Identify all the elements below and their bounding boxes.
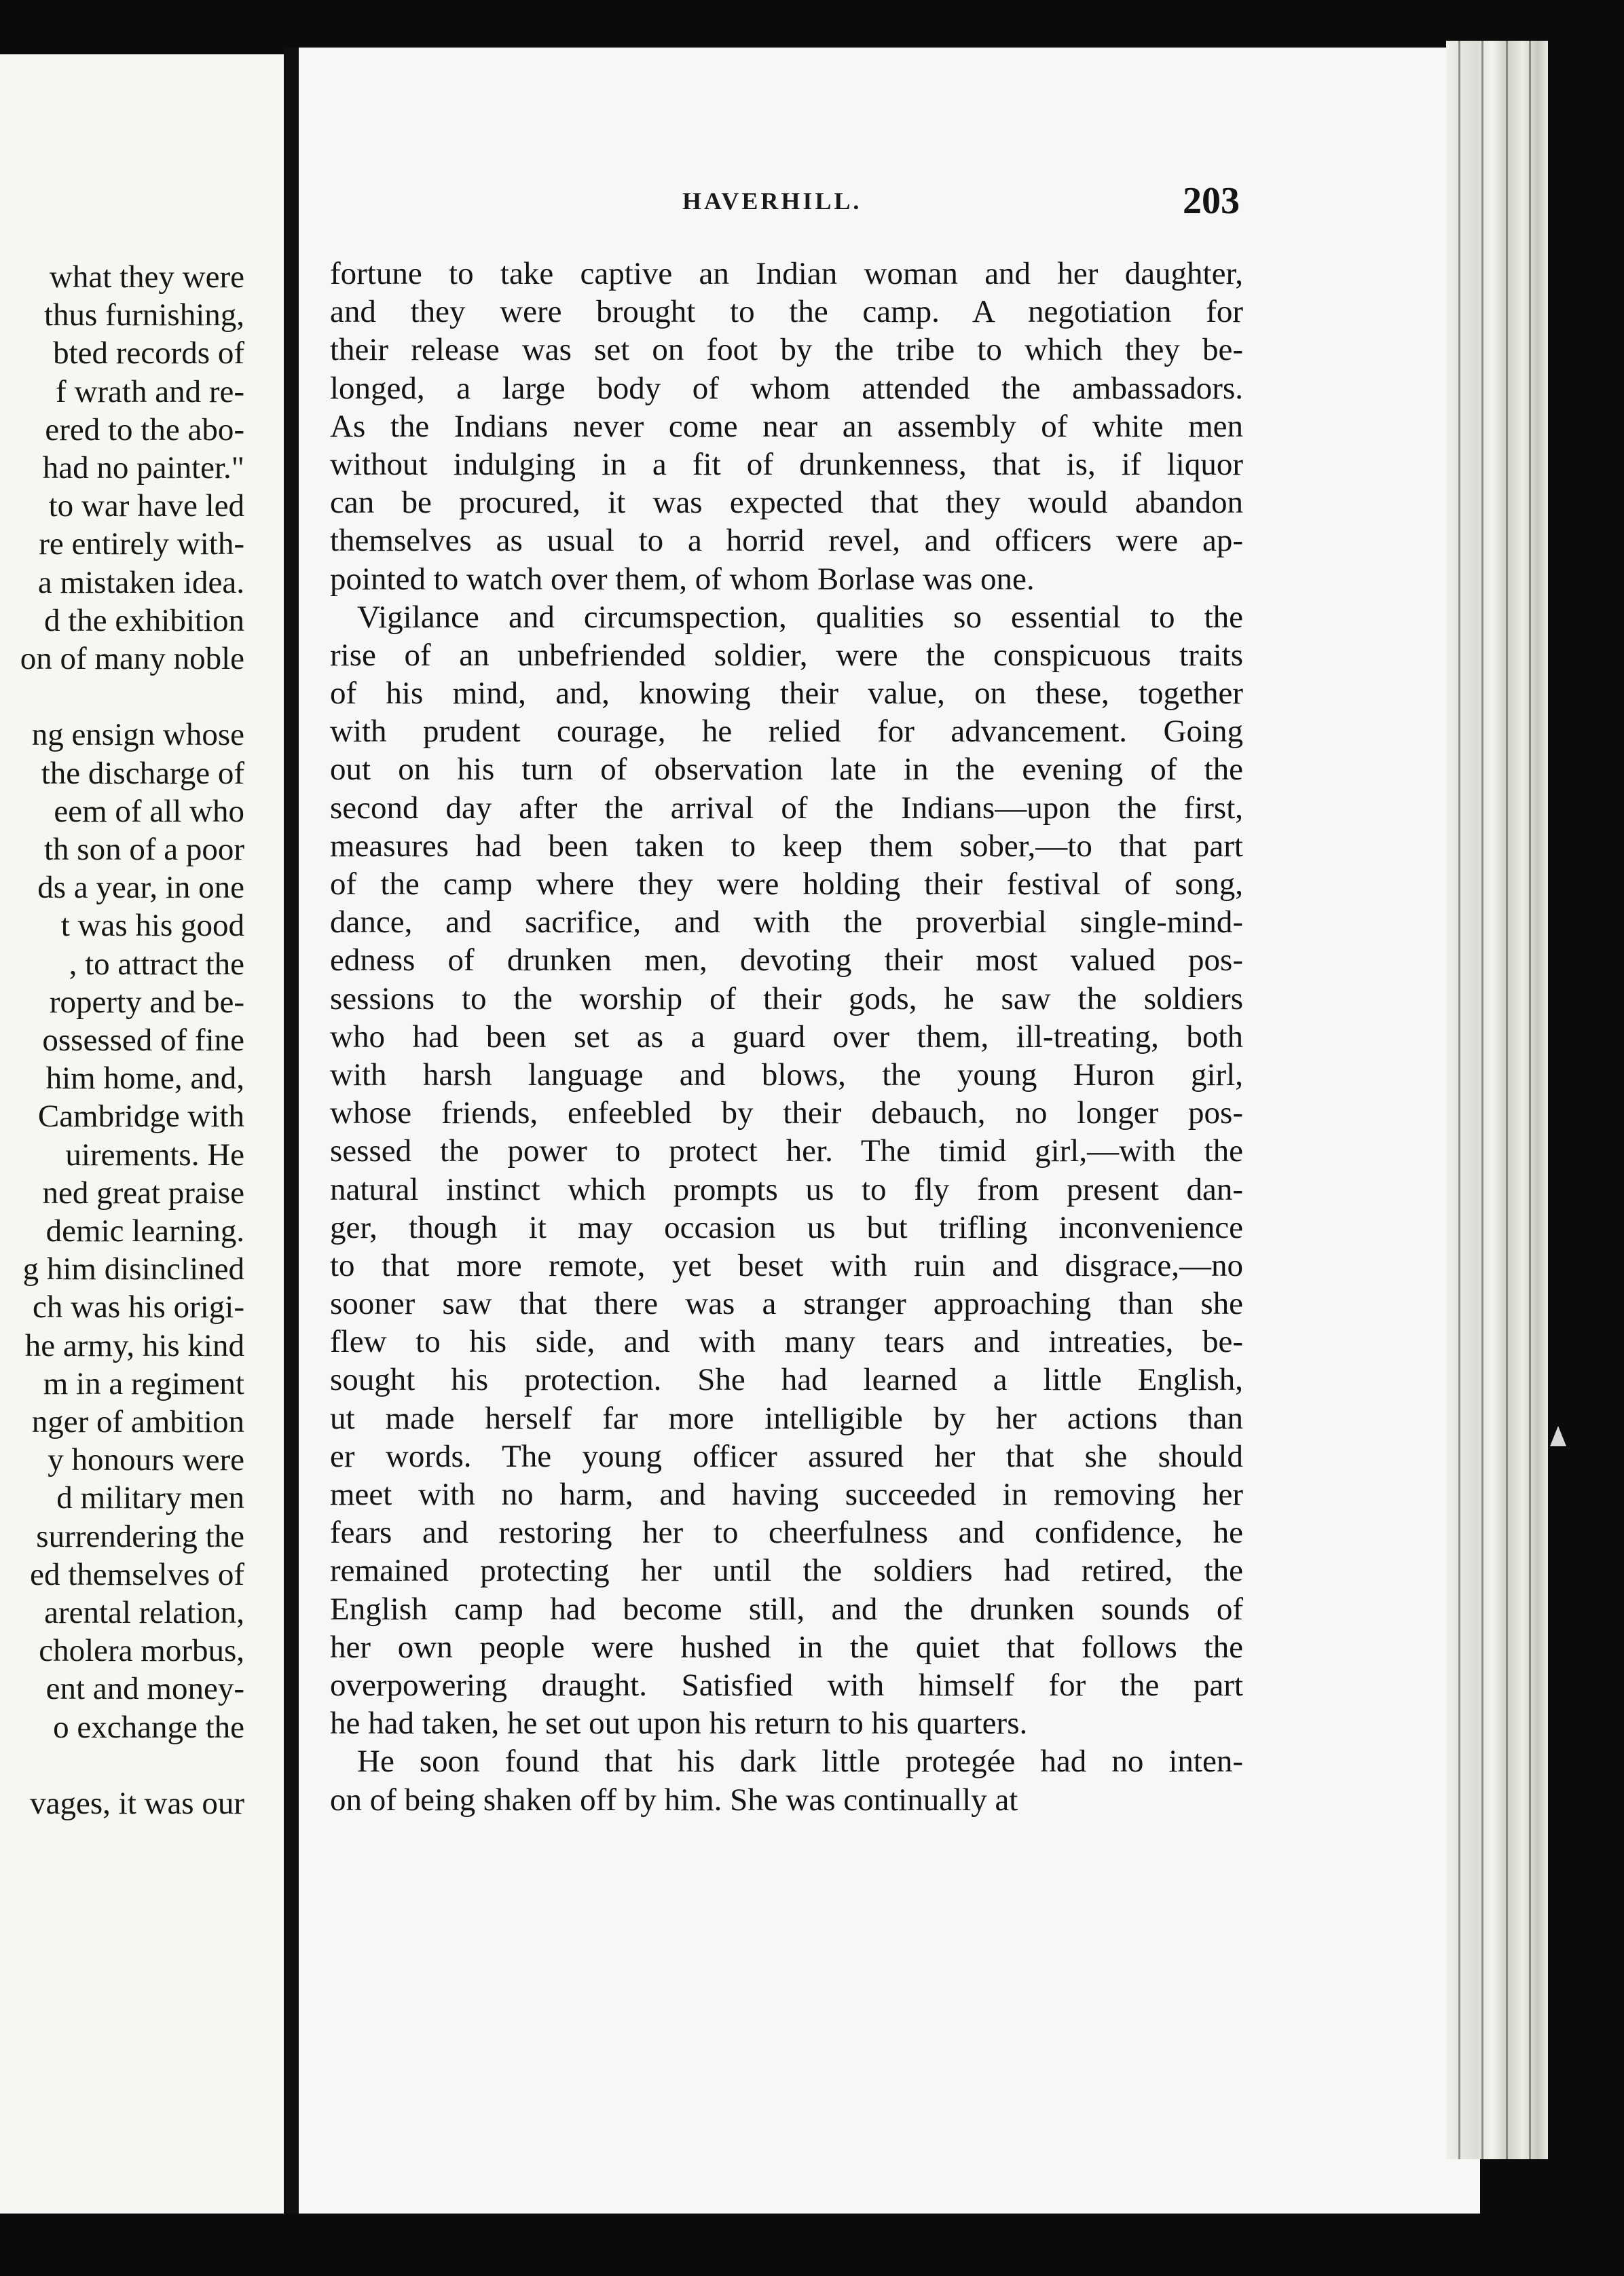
body-line: ger, though it may occasion us but trifling inconvenience [330,1209,1243,1245]
body-line: fears and restoring her to cheerfulness and confidence, he [330,1515,1243,1551]
body-line: sessions to the worship of their gods, he saw the soldiers [330,980,1243,1016]
body-line: sought his protection. She had learned a little English, [330,1362,1243,1398]
body-line: Vigilance and circumspection, qualities so essential to the [357,599,1243,635]
page-edge-line [1506,41,1508,2159]
facing-page-line: ossessed of fine [42,1023,244,1058]
body-line: English camp had become still, and the drunken sounds of [330,1591,1243,1627]
running-head: HAVERHILL. [682,187,862,215]
page-edge-line [1481,41,1483,2159]
facing-page-line: t was his good [60,908,244,944]
body-line: dance, and sacrifice, and with the proverbial single-mind- [330,904,1243,940]
facing-page-line: a mistaken idea. [37,564,244,600]
body-line: out on his turn of observation late in the evening of the [330,752,1243,788]
page-number: 203 [1183,180,1240,222]
facing-page-line: roperty and be- [49,984,244,1020]
body-line: pointed to watch over them, of whom Borlase was one. [330,561,1035,597]
facing-page-line: cholera morbus, [39,1633,244,1669]
page-edge-line [1529,41,1531,2159]
facing-page-line: d military men [56,1480,244,1516]
body-line: er words. The young officer assured her that she should [330,1438,1243,1474]
body-line: meet with no harm, and having succeeded in removing her [330,1477,1243,1512]
body-line: her own people were hushed in the quiet that follows the [330,1629,1243,1665]
body-line: their release was set on foot by the tribe to which they be- [330,332,1243,368]
facing-page-line: uirements. He [65,1137,244,1173]
facing-page-line: , to attract the [69,946,244,982]
body-line: of his mind, and, knowing their value, on these, together [330,676,1243,712]
body-line: sessed the power to protect her. The timid girl,—with the [330,1133,1243,1169]
facing-page-line: f wrath and re- [56,373,244,409]
facing-page-line: vages, it was our [30,1786,244,1821]
facing-page-line: demic learning. [45,1213,244,1249]
facing-page-line: Cambridge with [37,1099,244,1135]
facing-page-line: d the exhibition [43,602,244,638]
body-line: can be procured, it was expected that they would abandon [330,485,1243,521]
body-line: to that more remote, yet beset with ruin and disgrace,—no [330,1247,1243,1283]
book-gutter [284,48,300,2220]
body-line: sooner saw that there was a stranger approaching than she [330,1286,1243,1322]
page-body-text [330,255,1243,1819]
facing-page-line: had no painter." [42,450,244,485]
body-line: He soon found that his dark little protegée had no inten- [357,1744,1243,1780]
body-line: with harsh language and blows, the young Huron girl, [330,1057,1243,1093]
facing-page-line: on of many noble [20,641,244,676]
body-line: he had taken, he set out upon his return to his quarters. [330,1706,1028,1742]
facing-page-line: to war have led [48,488,244,524]
body-line: fortune to take captive an Indian woman and her daughter, [330,256,1243,291]
scan-border [0,2214,1624,2276]
body-line: natural instinct which prompts us to fly from present dan- [330,1171,1243,1207]
facing-page-line: bted records of [53,335,244,371]
page-edge-line [1458,41,1460,2159]
body-line: whose friends, enfeebled by their debauch, no longer pos- [330,1095,1243,1131]
facing-page-line: y honours were [48,1442,244,1478]
body-line: with prudent courage, he relied for advancement. Going [330,714,1243,750]
body-line: edness of drunken men, devoting their most valued pos- [330,942,1243,978]
facing-page-line: nger of ambition [31,1404,244,1439]
facing-page-line: ed themselves of [30,1556,244,1592]
facing-page-line: o exchange the [53,1709,244,1745]
body-line: flew to his side, and with many tears and intreaties, be- [330,1324,1243,1360]
facing-page-line: ered to the abo- [45,411,244,447]
body-line: without indulging in a fit of drunkenness, that is, if liquor [330,446,1243,482]
facing-page-line: re entirely with- [39,526,244,562]
body-line: of the camp where they were holding their festival of song, [330,866,1243,902]
body-line: on of being shaken off by him. She was continually at [330,1782,1018,1818]
facing-page-line: ned great praise [42,1175,244,1211]
body-line: measures had been taken to keep them sober,—to that part [330,828,1243,864]
page-edges [1446,41,1548,2159]
facing-page-line: ent and money- [45,1671,244,1707]
facing-page-line: surrendering the [36,1518,244,1554]
facing-page-line: arental relation, [44,1595,244,1630]
body-line: remained protecting her until the soldiers had retired, the [330,1553,1243,1589]
body-line: overpowering draught. Satisfied with himself for the part [330,1667,1243,1703]
facing-page-line: eem of all who [54,793,244,829]
body-line: who had been set as a guard over them, ill-treating, both [330,1018,1243,1054]
body-line: themselves as usual to a horrid revel, and officers were ap- [330,523,1243,559]
scan-marker-icon [1550,1426,1566,1446]
body-line: and they were brought to the camp. A negotiation for [330,294,1243,330]
facing-page-line: m in a regiment [43,1365,244,1401]
facing-page-line: thus furnishing, [43,297,244,333]
facing-page-line: he army, his kind [24,1327,244,1363]
body-line: longed, a large body of whom attended the ambassadors. [330,370,1243,406]
facing-page-line: ch was his origi- [33,1289,244,1325]
facing-page-line: ds a year, in one [37,870,244,906]
facing-page-line: him home, and, [45,1061,244,1097]
facing-page-line: th son of a poor [43,832,244,867]
facing-page-line: ng ensign whose [31,717,244,753]
facing-page-line: g him disinclined [22,1251,244,1287]
facing-page-line: the discharge of [41,755,244,791]
body-line: ut made herself far more intelligible by her actions than [330,1400,1243,1436]
body-line: second day after the arrival of the Indians—upon the first, [330,790,1243,826]
facing-page-line: what they were [49,259,244,295]
body-line: rise of an unbefriended soldier, were the conspicuous traits [330,637,1243,673]
body-line: As the Indians never come near an assembly of white men [330,408,1243,444]
